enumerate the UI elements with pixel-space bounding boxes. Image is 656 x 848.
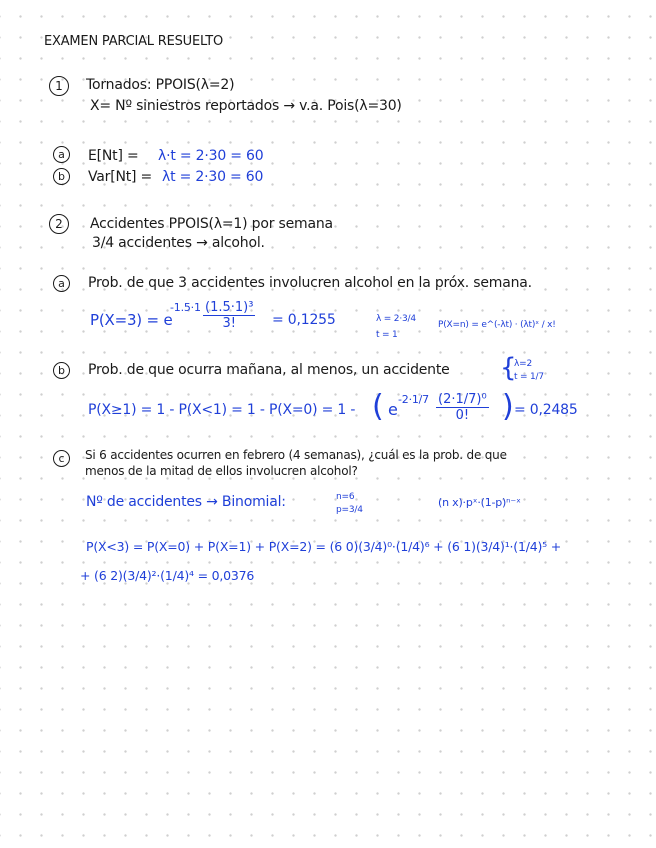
problem-2a-note-params-2: t = 1	[376, 330, 398, 340]
problem-2a-note-params-1: λ = 2·3/4	[376, 314, 416, 324]
problem-2b-frac-den: 0!	[455, 408, 470, 423]
page-title: EXAMEN PARCIAL RESUELTO	[44, 34, 224, 49]
problem-2c-n-param: n=6	[336, 492, 355, 502]
problem-2a-frac-den: 3!	[222, 316, 236, 331]
problem-2b-brace: {	[500, 353, 517, 383]
problem-2a-exponent: -1.5·1	[170, 301, 201, 314]
problem-2c-model-label: Nº de accidentes → Binomial:	[86, 494, 286, 510]
problem-2-line-2: 3/4 accidentes → alcohol.	[92, 235, 265, 251]
problem-1b-result: λt = 2·30 = 60	[162, 169, 264, 185]
problem-2b-exponent: -2·1/7	[398, 393, 429, 406]
problem-2b-close-paren: )	[502, 389, 514, 424]
problem-1a-text: E[Nt] =	[88, 148, 139, 164]
problem-2b-line: P(X≥1) = 1 - P(X<1) = 1 - P(X=0) = 1 -	[88, 402, 356, 418]
problem-2a-label: a	[53, 275, 70, 292]
problem-2a-note-formula: P(X=n) = e^(-λt) · (λt)ˣ / x!	[438, 320, 556, 330]
problem-2b-question: Prob. de que ocurra mañana, al menos, un accidente	[88, 362, 450, 378]
problem-2b-result: = 0,2485	[514, 402, 578, 418]
problem-2b-frac-num: (2·1/7)⁰	[438, 392, 487, 407]
problem-2-number: 2	[49, 214, 69, 234]
problem-2c-question-2: menos de la mitad de ellos involucren alcohol?	[85, 464, 358, 478]
problem-1-line-2: X= Nº siniestros reportados → v.a. Pois(λ=30)	[90, 98, 402, 114]
problem-2c-line-1: P(X<3) = P(X=0) + P(X=1) + P(X=2) = (6 0)(3/4)⁰·(1/4)⁶ + (6 1)(3/4)¹·(1/4)⁵ +	[86, 539, 562, 554]
problem-2c-question-1: Si 6 accidentes ocurren en febrero (4 semanas), ¿cuál es la prob. de que	[85, 448, 507, 462]
problem-1a-result: λ·t = 2·30 = 60	[158, 148, 264, 164]
problem-2c-p-param: p=3/4	[336, 505, 363, 515]
problem-2c-label: c	[53, 450, 70, 467]
problem-2b-brace-2: t = 1/7	[514, 372, 544, 382]
problem-1-line-1: Tornados: PPOIS(λ=2)	[86, 77, 235, 93]
problem-2b-e-term: e	[388, 400, 398, 419]
problem-2-line-1: Accidentes PPOIS(λ=1) por semana	[90, 216, 333, 232]
problem-2a-frac-num: (1.5·1)³	[205, 300, 254, 315]
problem-1b-label: b	[53, 168, 70, 185]
problem-2b-brace-1: λ=2	[514, 359, 532, 369]
problem-1b-text: Var[Nt] =	[88, 169, 153, 185]
problem-2b-open-paren: (	[372, 389, 384, 424]
problem-2a-result: = 0,1255	[272, 312, 336, 328]
problem-1a-label: a	[53, 146, 70, 163]
problem-2b-fraction	[436, 392, 489, 423]
problem-2c-line-2: + (6 2)(3/4)²·(1/4)⁴ = 0,0376	[80, 568, 255, 583]
problem-2a-question: Prob. de que 3 accidentes involucren alcohol en la próx. semana.	[88, 275, 532, 291]
problem-1-number: 1	[49, 76, 69, 96]
problem-2b-label: b	[53, 362, 70, 379]
problem-2a-fraction	[203, 300, 255, 331]
problem-2a-lhs: P(X=3) = e	[90, 311, 173, 329]
problem-2c-pmf: (n x)·pˣ·(1-p)ⁿ⁻ˣ	[438, 496, 521, 509]
